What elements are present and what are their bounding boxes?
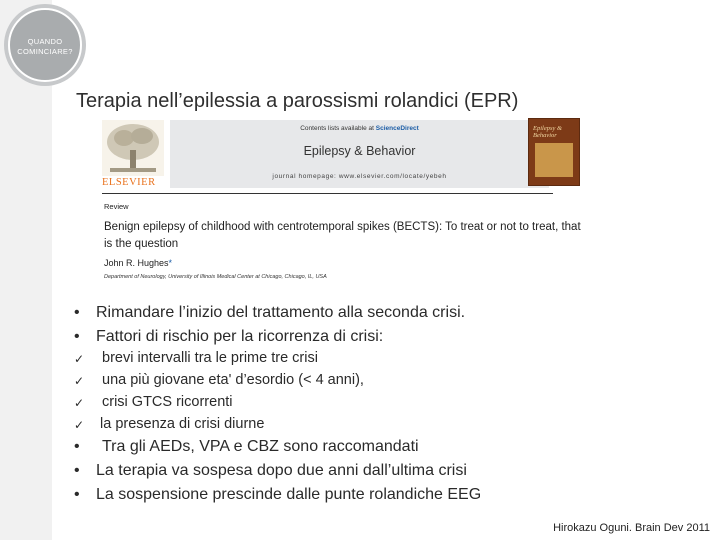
sciencedirect-link[interactable]: ScienceDirect <box>375 125 419 132</box>
list-item-text: La sospensione prescinde dalle punte rolandiche EEG <box>96 486 482 503</box>
list-item-text: Rimandare l’inizio del trattamento alla seconda crisi. <box>96 304 466 321</box>
journal-homepage: journal homepage: www.elsevier.com/locate/yebeh <box>272 173 447 180</box>
list-item-text: brevi intervalli tra le prime tre crisi <box>102 350 318 366</box>
article-title: Benign epilepsy of childhood with centrotemporal spikes (BECTS): To treat or not to treat, that is the question <box>104 221 581 250</box>
journal-cover-illustration <box>535 143 573 177</box>
journal-cover-image <box>528 118 580 186</box>
bullet-marker: • <box>74 304 80 321</box>
publisher-name: ELSEVIER <box>102 177 156 188</box>
check-icon: ✓ <box>74 374 85 388</box>
section-badge <box>4 4 86 86</box>
list-item-text: una più giovane eta' d’esordio (< 4 anni), <box>102 372 364 388</box>
journal-name: Epilepsy & Behavior <box>303 144 416 158</box>
bullet-marker: • <box>74 462 80 479</box>
check-icon: ✓ <box>74 418 85 432</box>
list-item-text: crisi GTCS ricorrenti <box>102 394 233 410</box>
citation: Hirokazu Oguni. Brain Dev 2011 <box>553 522 710 534</box>
check-icon: ✓ <box>74 396 85 410</box>
elsevier-logo <box>102 118 168 188</box>
list-item-text: Tra gli AEDs, VPA e CBZ sono raccomandati <box>102 438 419 455</box>
author-mark: * <box>168 258 173 268</box>
header-divider <box>102 193 553 194</box>
elsevier-tree-icon <box>102 120 164 176</box>
article-section: Review <box>104 202 129 211</box>
bullet-marker: • <box>74 328 80 345</box>
author-affiliation: Department of Neurology, University of Illinois Medical Center at Chicago, Chicago, IL, USA <box>104 274 327 280</box>
check-icon: ✓ <box>74 352 85 366</box>
journal-banner <box>170 120 549 188</box>
slide-title: Terapia nell’epilessia a parossismi rolandici (EPR) <box>76 90 519 112</box>
list-item-text: Fattori di rischio per la ricorrenza di crisi: <box>96 328 384 345</box>
author-name: John R. Hughes <box>104 258 169 268</box>
contents-line <box>170 125 549 132</box>
journal-cover-title: Epilepsy & Behavior <box>533 125 563 139</box>
article-author <box>104 258 172 268</box>
list-item-text: La terapia va sospesa dopo due anni dall’ultima crisi <box>96 462 467 479</box>
contents-prefix: Contents lists available at <box>300 125 376 132</box>
bullet-marker: • <box>74 438 80 455</box>
section-badge-label: QUANDO COMINCIARE? <box>8 8 82 82</box>
list-item-text: la presenza di crisi diurne <box>100 416 265 432</box>
bullet-marker: • <box>74 486 80 503</box>
journal-article-header <box>102 116 582 286</box>
